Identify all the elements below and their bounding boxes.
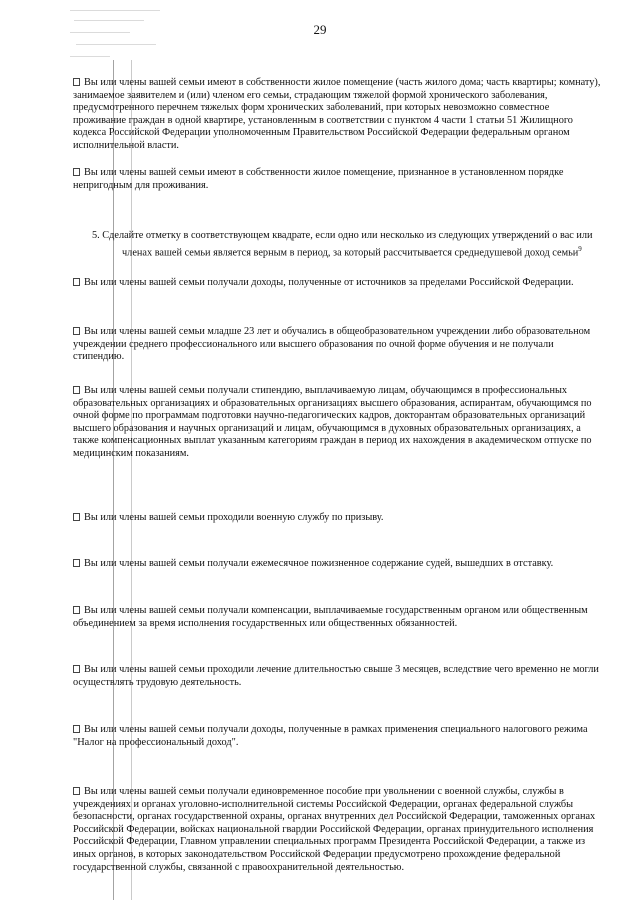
checkbox[interactable]	[73, 665, 80, 673]
checkbox-item[interactable]	[73, 558, 603, 571]
item-text: Вы или члены вашей семьи получали единовременное пособие при увольнении с военной службы, службы в учреждениях и органах уголовно-исполнительной системы Российской Федерации, органах федеральной службы безопасности, органах государственной охраны, органах внутренних дел Российской Федерации, таможенных органах Российской Федерации, войсках национальной гвардии Российской Федерации, органах принудительного исполнения Российской Федерации, Главном управлении специальных программ Президента Российской Федерации, а также из иных органов, в которых законодательством Российской Федерации предусмотрено прохождение федеральной государственной службы, связанной с правоохранительной деятельностью.	[73, 786, 596, 873]
checkbox-item[interactable]	[73, 664, 603, 689]
item-text: Вы или члены вашей семьи получали доходы, полученные в рамках применения специального налогового режима "Налог на профессиональный доход".	[73, 724, 588, 748]
checkbox[interactable]	[73, 559, 80, 567]
footnote-mark: 9	[578, 244, 582, 253]
item-text: Вы или члены вашей семьи получали компенсации, выплачиваемые государственным органом или общественным объединением за время исполнения государственных или общественных обязанностей.	[73, 605, 588, 629]
checkbox[interactable]	[73, 386, 80, 394]
item-text: Вы или члены вашей семьи проходили лечение длительностью свыше 3 месяцев, вследствие чего временно не могли осуществлять трудовую деятельность.	[73, 664, 599, 688]
checkbox[interactable]	[73, 606, 80, 614]
checkbox[interactable]	[73, 278, 80, 286]
checkbox-item[interactable]	[73, 77, 603, 153]
checkbox-item[interactable]	[73, 167, 603, 192]
checkbox[interactable]	[73, 327, 80, 335]
item-text: Вы или члены вашей семьи младше 23 лет и обучались в общеобразовательном учреждении либо образовательном учреждении среднего профессионального или высшего образования по очной форме обучения и не получали стипендию.	[73, 326, 591, 363]
checkbox[interactable]	[73, 787, 80, 795]
page-number: 29	[313, 22, 327, 37]
checkbox[interactable]	[73, 513, 80, 521]
checkbox[interactable]	[73, 725, 80, 733]
checkbox-item[interactable]	[73, 326, 603, 364]
checkbox-item[interactable]	[73, 724, 603, 749]
question-5-line2: членах вашей семьи является верным в период, за который рассчитывается среднедушевой доход семьи	[122, 247, 579, 259]
question-5-line1: 5. Сделайте отметку в соответствующем квадрате, если одно или несколько из следующих утверждений о вас или	[92, 230, 593, 241]
checkbox-item[interactable]	[73, 277, 603, 290]
item-text: Вы или члены вашей семьи имеют в собственности жилое помещение (часть жилого дома; часть квартиры; комнату), занимаемое заявителем и (или) членом его семьи, страдающим тяжелой формой хронического заболевания, предусмотренного перечнем тяжелых форм хронических заболеваний, при которых невозможно совместное проживание граждан в одной квартире, установленным в соответствии с пунктом 4 части 1 статьи 51 Жилищного кодекса Российской Федерации уполномоченным Правительством Российской Федерации федеральным органом исполнительной власти.	[73, 77, 601, 151]
item-text: Вы или члены вашей семьи получали ежемесячное пожизненное содержание судей, вышедших в отставку.	[84, 558, 554, 569]
item-text: Вы или члены вашей семьи получали стипендию, выплачиваемую лицам, обучающимся в профессиональных образовательных организациях и образовательных организациях высшего образования, аспирантам, обучающимся по очной форме по программам подготовки научно-педагогических кадров, докторантам образовательных организаций высшего образования и научных организаций и лицам, обучающимся в духовных образовательных организациях, а также компенсационных выплат указанным категориям граждан в период их нахождения в академическом отпуске по медицинским показаниям.	[73, 385, 592, 459]
checkbox-item[interactable]	[73, 385, 603, 461]
checkbox-item[interactable]	[73, 512, 603, 525]
item-text: Вы или члены вашей семьи получали доходы, полученные от источников за пределами Российской Федерации.	[84, 277, 574, 288]
checkbox[interactable]	[73, 78, 80, 86]
item-text: Вы или члены вашей семьи имеют в собственности жилое помещение, признанное в установленном порядке непригодным для проживания.	[73, 167, 564, 191]
question-5	[92, 230, 607, 260]
checkbox-item[interactable]	[73, 786, 603, 874]
checkbox[interactable]	[73, 168, 80, 176]
item-text: Вы или члены вашей семьи проходили военную службу по призыву.	[84, 512, 384, 523]
checkbox-item[interactable]	[73, 605, 603, 630]
